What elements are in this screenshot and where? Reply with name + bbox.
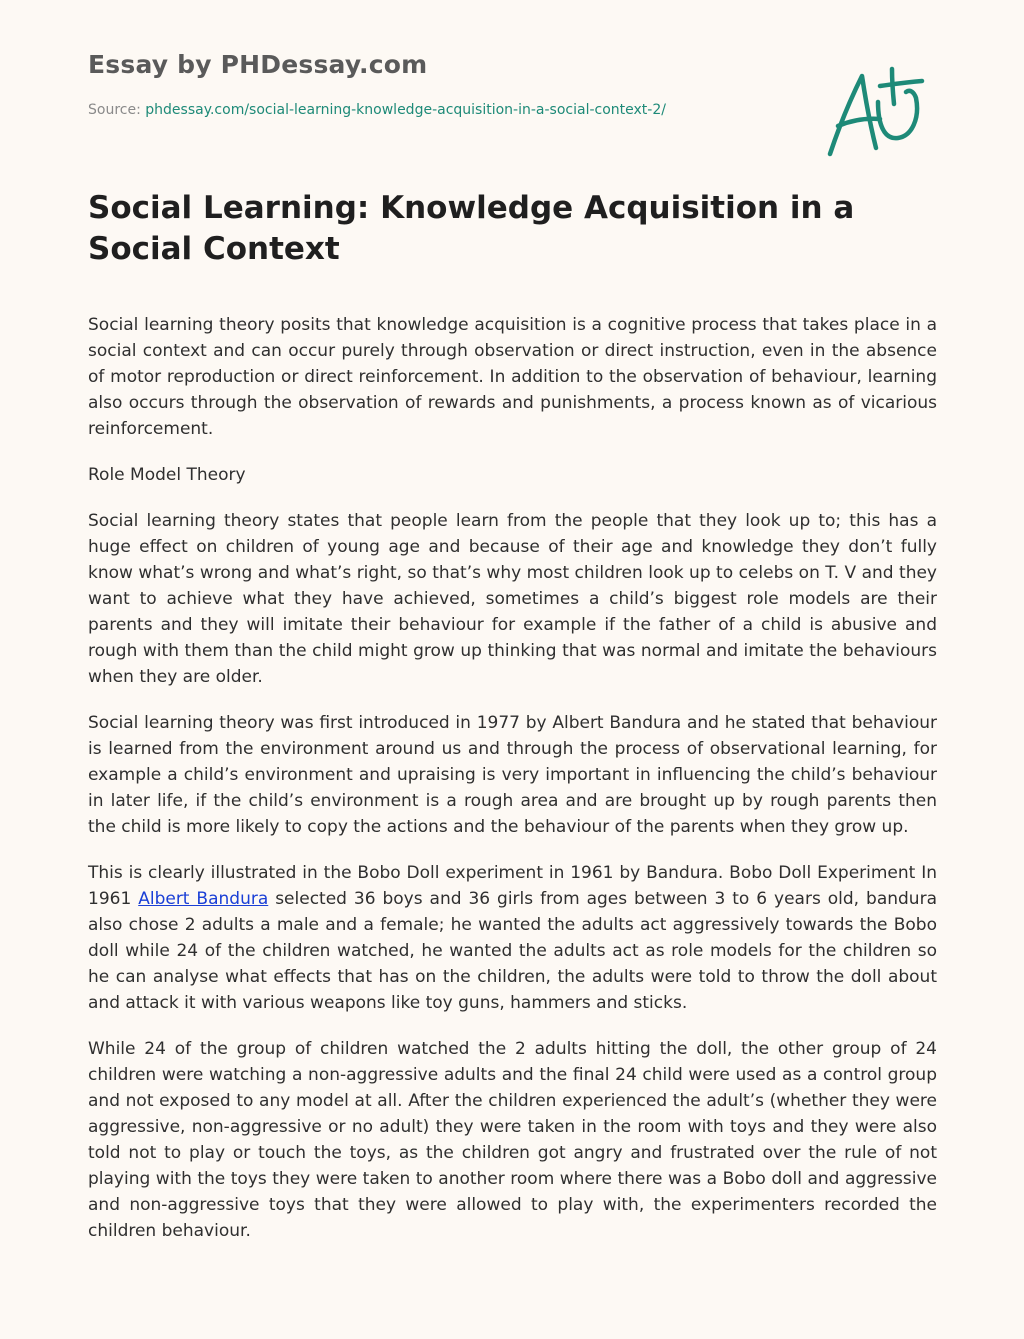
- paragraph: While 24 of the group of children watched the 2 adults hitting the doll, the other group of 24 children were watching a non-aggressive adults and the final 24 child were used as a control group and not exposed to any model at all. After the children experienced the adult’s (whether they were aggressive, non-aggressive or no adult) they were taken in the room with toys and they were also told not to play or touch the toys, as the children got angry and frustrated over the rule of not playing with the toys they were taken to another room where there was a Bobo doll and aggressive and non-aggressive toys that they were allowed to play with, the experimenters recorded the children behaviour.: [88, 1039, 937, 1241]
- albert-bandura-link[interactable]: Albert Bandura: [138, 889, 269, 909]
- paragraph-text: This is clearly illustrated in the Bobo Doll experiment in 1961 by Bandura. Bobo Doll Experiment In 1961: [88, 863, 937, 909]
- a-plus-logo-icon: [818, 62, 933, 162]
- source-link[interactable]: phdessay.com/social-learning-knowledge-acquisition-in-a-social-context-2/: [145, 102, 666, 118]
- paragraph: [88, 860, 937, 1016]
- source-label: Source:: [88, 102, 141, 118]
- section-heading: Role Model Theory: [88, 465, 246, 485]
- source-line: [88, 102, 666, 118]
- site-brand: Essay by PHDessay.com: [88, 50, 428, 79]
- paragraph-text: selected 36 boys and 36 girls from ages between 3 to 6 years old, bandura also chose 2 adults a male and a female; he wanted the adults act aggressively towards the Bobo doll while 24 of the children watched, he wanted the adults act as role models for the children so he can analyse what effects that has on the children, the adults were told to throw the doll about and attack it with various weapons like toy guns, hammers and sticks.: [88, 889, 937, 1013]
- paragraph: Social learning theory states that people learn from the people that they look up to; this has a huge effect on children of young age and because of their age and knowledge they don’t fully know what’s wrong and what’s right, so that’s why most children look up to celebs on T. V and they want to achieve what they have achieved, sometimes a child’s biggest role models are their parents and they will imitate their behaviour for example if the father of a child is abusive and rough with them than the child might grow up thinking that was normal and imitate the behaviours when they are older.: [88, 511, 937, 687]
- essay-title: Social Learning: Knowledge Acquisition in a Social Context: [88, 190, 855, 267]
- paragraph: Social learning theory was first introduced in 1977 by Albert Bandura and he stated that behaviour is learned from the environment around us and through the process of observational learning, for example a child’s environment and upraising is very important in influencing the child’s behaviour in later life, if the child’s environment is a rough area and are brought up by rough parents then the child is more likely to copy the actions and the behaviour of the parents when they grow up.: [88, 713, 937, 837]
- paragraph: Social learning theory posits that knowledge acquisition is a cognitive process that takes place in a social context and can occur purely through observation or direct instruction, even in the absence of motor reproduction or direct reinforcement. In addition to the observation of behaviour, learning also occurs through the observation of rewards and punishments, a process known as of vicarious reinforcement.: [88, 315, 937, 439]
- a-plus-logo: [818, 62, 933, 162]
- essay-body: [88, 312, 937, 1264]
